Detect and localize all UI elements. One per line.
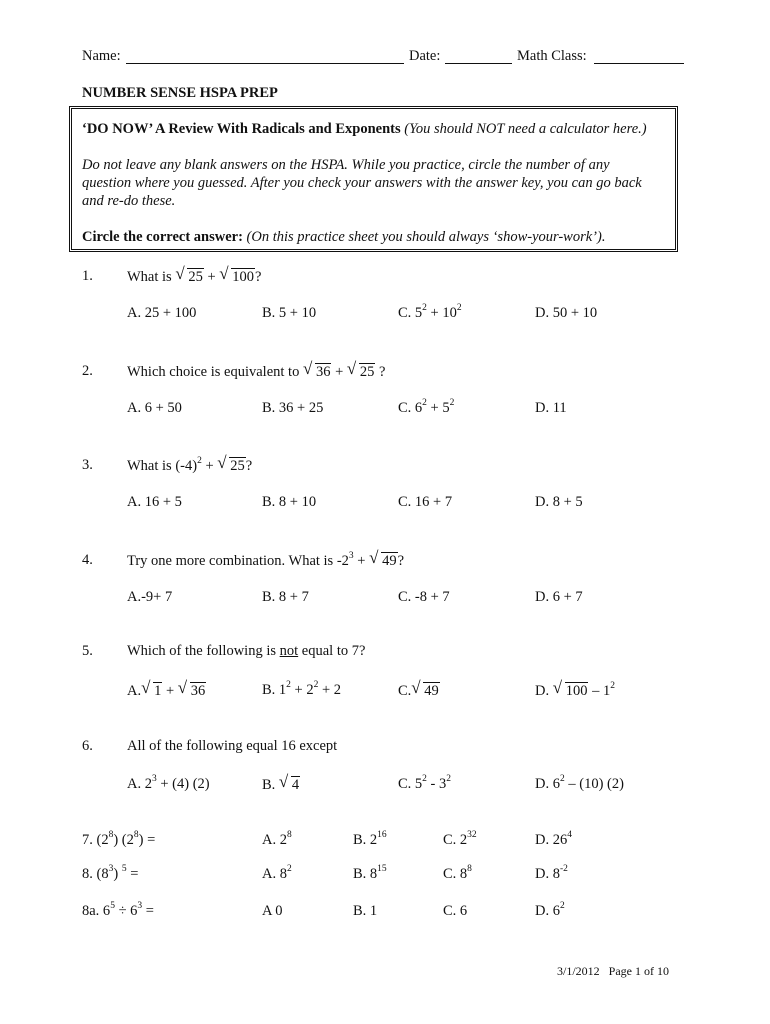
- date-label: Date:: [409, 48, 441, 64]
- instruction-line-3: and re-do these.: [82, 193, 176, 209]
- choice-a[interactable]: A. $8^2$: [262, 864, 292, 882]
- circle-instruction: [82, 229, 605, 246]
- question-prompt: 8a. $6^5 \div 6^3$ =: [82, 901, 154, 919]
- choice-b[interactable]: B. 5 + 10: [262, 305, 317, 321]
- choice-b[interactable]: B. 36 + 25: [262, 400, 324, 416]
- question-prompt: All of the following equal 16 except: [127, 738, 338, 754]
- class-field-line[interactable]: [594, 63, 684, 64]
- question-number: 3.: [82, 457, 93, 473]
- question-number: 2.: [82, 363, 93, 379]
- choice-a[interactable]: A. $2^8$: [262, 830, 292, 848]
- choice-b[interactable]: B. 1: [353, 903, 378, 919]
- choice-b[interactable]: B. $8^{15}$: [353, 864, 387, 882]
- circle-instruction-bold: Circle the correct answer:: [82, 229, 243, 245]
- radical: √ 1: [141, 678, 162, 699]
- radical: √ 25: [175, 264, 203, 285]
- question-prompt: What is √ 25 + √ 100?: [127, 264, 262, 285]
- question-prompt: Which of the following is not equal to 7?: [127, 643, 366, 659]
- question-prompt: What is $(-4)^2$ + √ 25?: [127, 453, 253, 474]
- choice-b[interactable]: B. √ 4: [262, 772, 300, 793]
- question-prompt: Which choice is equivalent to √ 36 + √ 25 ?: [127, 359, 386, 380]
- question-number: 4.: [82, 552, 93, 568]
- radical: √ 49: [369, 548, 397, 569]
- footer-date: 3/1/2012: [557, 964, 600, 978]
- choice-c[interactable]: C. $8^8$: [443, 864, 472, 882]
- choice-d[interactable]: D. $26^4$: [535, 830, 572, 848]
- question-prompt: 8. $(8^3) ^5$ =: [82, 864, 139, 882]
- class-label: Math Class:: [517, 48, 587, 64]
- box-heading: [82, 121, 647, 138]
- page-footer: [557, 964, 669, 979]
- choice-d[interactable]: D. $6^2$: [535, 901, 565, 919]
- choice-a[interactable]: A 0: [262, 903, 283, 919]
- radical: √ 100: [552, 678, 588, 699]
- choice-c[interactable]: C. 6: [443, 903, 468, 919]
- footer-page: Page 1 of 10: [608, 964, 669, 978]
- choice-a[interactable]: A. 6 + 50: [127, 400, 182, 416]
- radical: √ 4: [278, 772, 300, 793]
- radical: √ 36: [177, 678, 206, 699]
- choice-b[interactable]: B. $1^2 + 2^2 + 2$: [262, 680, 342, 698]
- choice-c[interactable]: C. $5^2 - 3^2$: [398, 774, 452, 792]
- instruction-line-1: Do not leave any blank answers on the HSPA. While you practice, circle the number of any: [82, 157, 610, 173]
- choice-a[interactable]: A. 16 + 5: [127, 494, 182, 510]
- choice-c[interactable]: C. $2^{32}$: [443, 830, 477, 848]
- choice-c[interactable]: C. 16 + 7: [398, 494, 453, 510]
- choice-b[interactable]: B. 8 + 7: [262, 589, 309, 605]
- question-number: 6.: [82, 738, 93, 754]
- box-heading-bold: ‘DO NOW’ A Review With Radicals and Exponents: [82, 121, 401, 137]
- question-number: 5.: [82, 643, 93, 659]
- choice-d[interactable]: D. $8^{-2}$: [535, 864, 568, 882]
- choice-d[interactable]: D. 11: [535, 400, 567, 416]
- radical: √ 36: [302, 359, 331, 380]
- choice-a[interactable]: A. $2^3 + (4)$ (2): [127, 774, 210, 792]
- question-number: 1.: [82, 268, 93, 284]
- choice-b[interactable]: B. $2^{16}$: [353, 830, 387, 848]
- date-field-line[interactable]: [445, 63, 512, 64]
- instruction-line-2: question where you guessed. After you check your answers with the answer key, you can go back: [82, 175, 642, 191]
- instruction-box: [69, 106, 678, 252]
- choice-c[interactable]: C. $6^2 + 5^2$: [398, 398, 455, 416]
- choice-a[interactable]: A.-9+ 7: [127, 589, 173, 605]
- box-heading-italic: (You should NOT need a calculator here.): [404, 121, 647, 137]
- radical: √ 100: [219, 264, 255, 285]
- choice-d[interactable]: D. 8 + 5: [535, 494, 583, 510]
- choice-d[interactable]: D. 50 + 10: [535, 305, 598, 321]
- page-title: NUMBER SENSE HSPA PREP: [82, 85, 278, 101]
- question-prompt: 7. $(2^8) (2^8)$ =: [82, 830, 156, 848]
- choice-a[interactable]: A. √ 1 + √ 36: [127, 678, 206, 699]
- choice-c[interactable]: C. $5^2 + 10^2$: [398, 303, 462, 321]
- circle-instruction-italic: (On this practice sheet you should always ‘show-your-work’).: [246, 229, 606, 245]
- choice-d[interactable]: D. √ $100 - 1^2$: [535, 678, 615, 699]
- question-prompt: Try one more combination. What is $-2^3$ + √ 49?: [127, 548, 405, 569]
- choice-a[interactable]: A. 25 + 100: [127, 305, 197, 321]
- choice-c[interactable]: C. √ 49: [398, 678, 439, 699]
- radical: √ 49: [411, 678, 439, 699]
- radical: √ 25: [346, 359, 375, 380]
- choice-b[interactable]: B. 8 + 10: [262, 494, 317, 510]
- choice-d[interactable]: D. $6^2 - (10)$ (2): [535, 774, 624, 792]
- name-field-line[interactable]: [126, 63, 404, 64]
- radical: √ 25: [217, 453, 245, 474]
- choice-c[interactable]: C. -8 + 7: [398, 589, 450, 605]
- choice-d[interactable]: D. 6 + 7: [535, 589, 583, 605]
- name-label: Name:: [82, 48, 121, 64]
